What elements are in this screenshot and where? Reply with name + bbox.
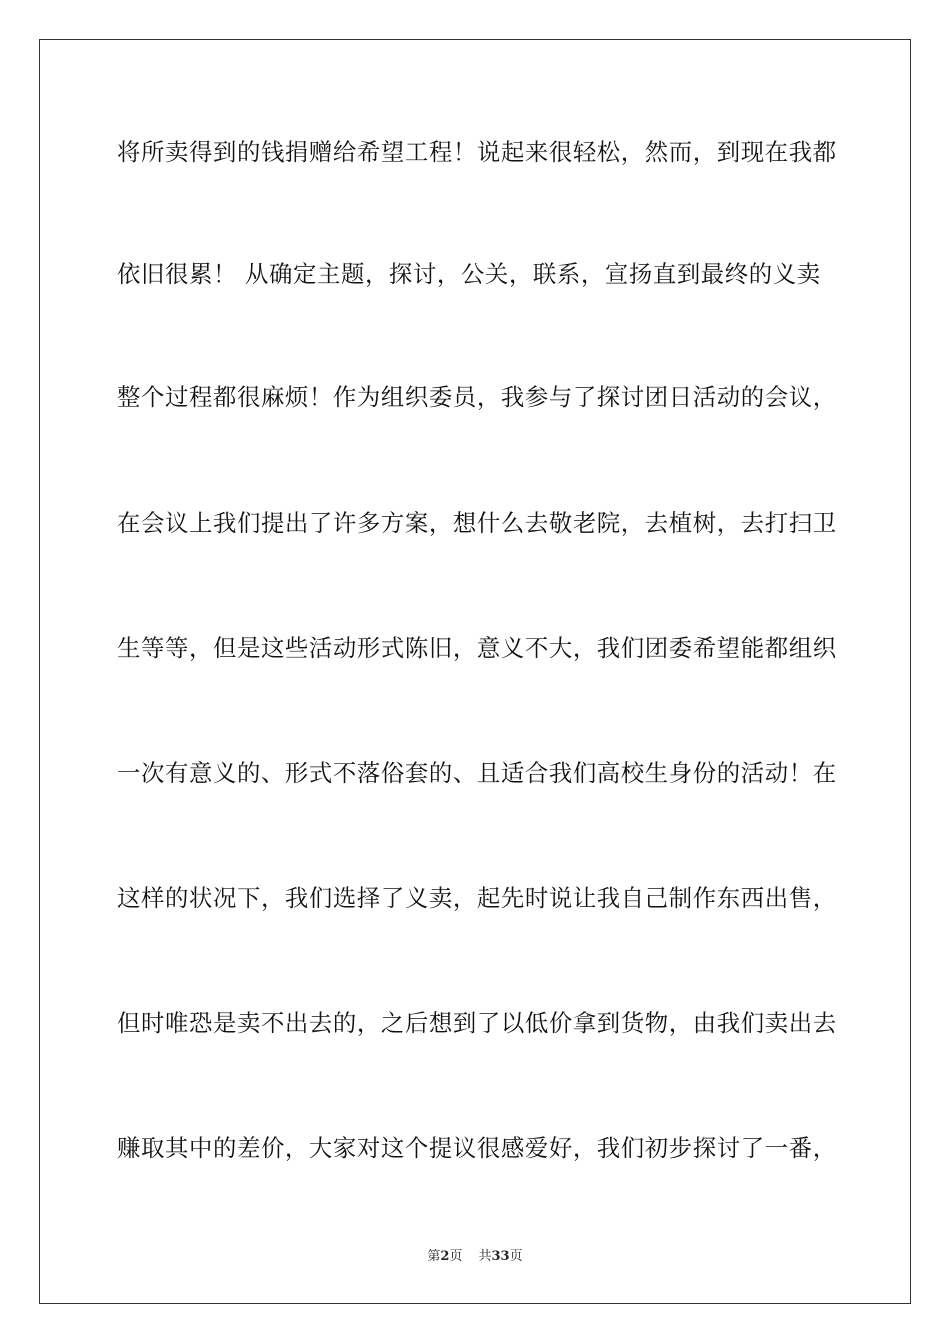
body-line: 在会议上我们提出了许多方案，想什么去敬老院，去植树，去打扫卫	[117, 509, 837, 537]
total-pages-indicator	[478, 1249, 522, 1264]
body-line: 依旧很累！ 从确定主题，探讨，公关，联系，宣扬直到最终的义卖	[117, 260, 821, 288]
total-prefix: 共	[478, 1249, 492, 1264]
page-suffix: 页	[449, 1249, 463, 1264]
body-line: 这样的状况下，我们选择了义卖，起先时说让我自己制作东西出售，	[117, 884, 837, 912]
body-line: 赚取其中的差价，大家对这个提议很感爱好，我们初步探讨了一番，	[117, 1134, 837, 1162]
page-prefix: 第	[427, 1249, 441, 1264]
page-border	[39, 39, 911, 1304]
body-line: 整个过程都很麻烦！作为组织委员，我参与了探讨团日活动的会议，	[117, 383, 837, 411]
body-line: 一次有意义的、形式不落俗套的、且适合我们高校生身份的活动！在	[117, 759, 837, 787]
total-suffix: 页	[509, 1249, 523, 1264]
body-line: 生等等，但是这些活动形式陈旧，意义不大，我们团委希望能都组织	[117, 634, 837, 662]
page-footer	[0, 1248, 950, 1266]
total-pages: 33	[491, 1249, 510, 1264]
page-number: 2	[440, 1249, 450, 1264]
page-number-indicator	[427, 1249, 462, 1264]
body-line: 但时唯恐是卖不出去的，之后想到了以低价拿到货物，由我们卖出去	[117, 1009, 837, 1037]
body-line: 将所卖得到的钱捐赠给希望工程！说起来很轻松，然而，到现在我都	[117, 138, 837, 166]
